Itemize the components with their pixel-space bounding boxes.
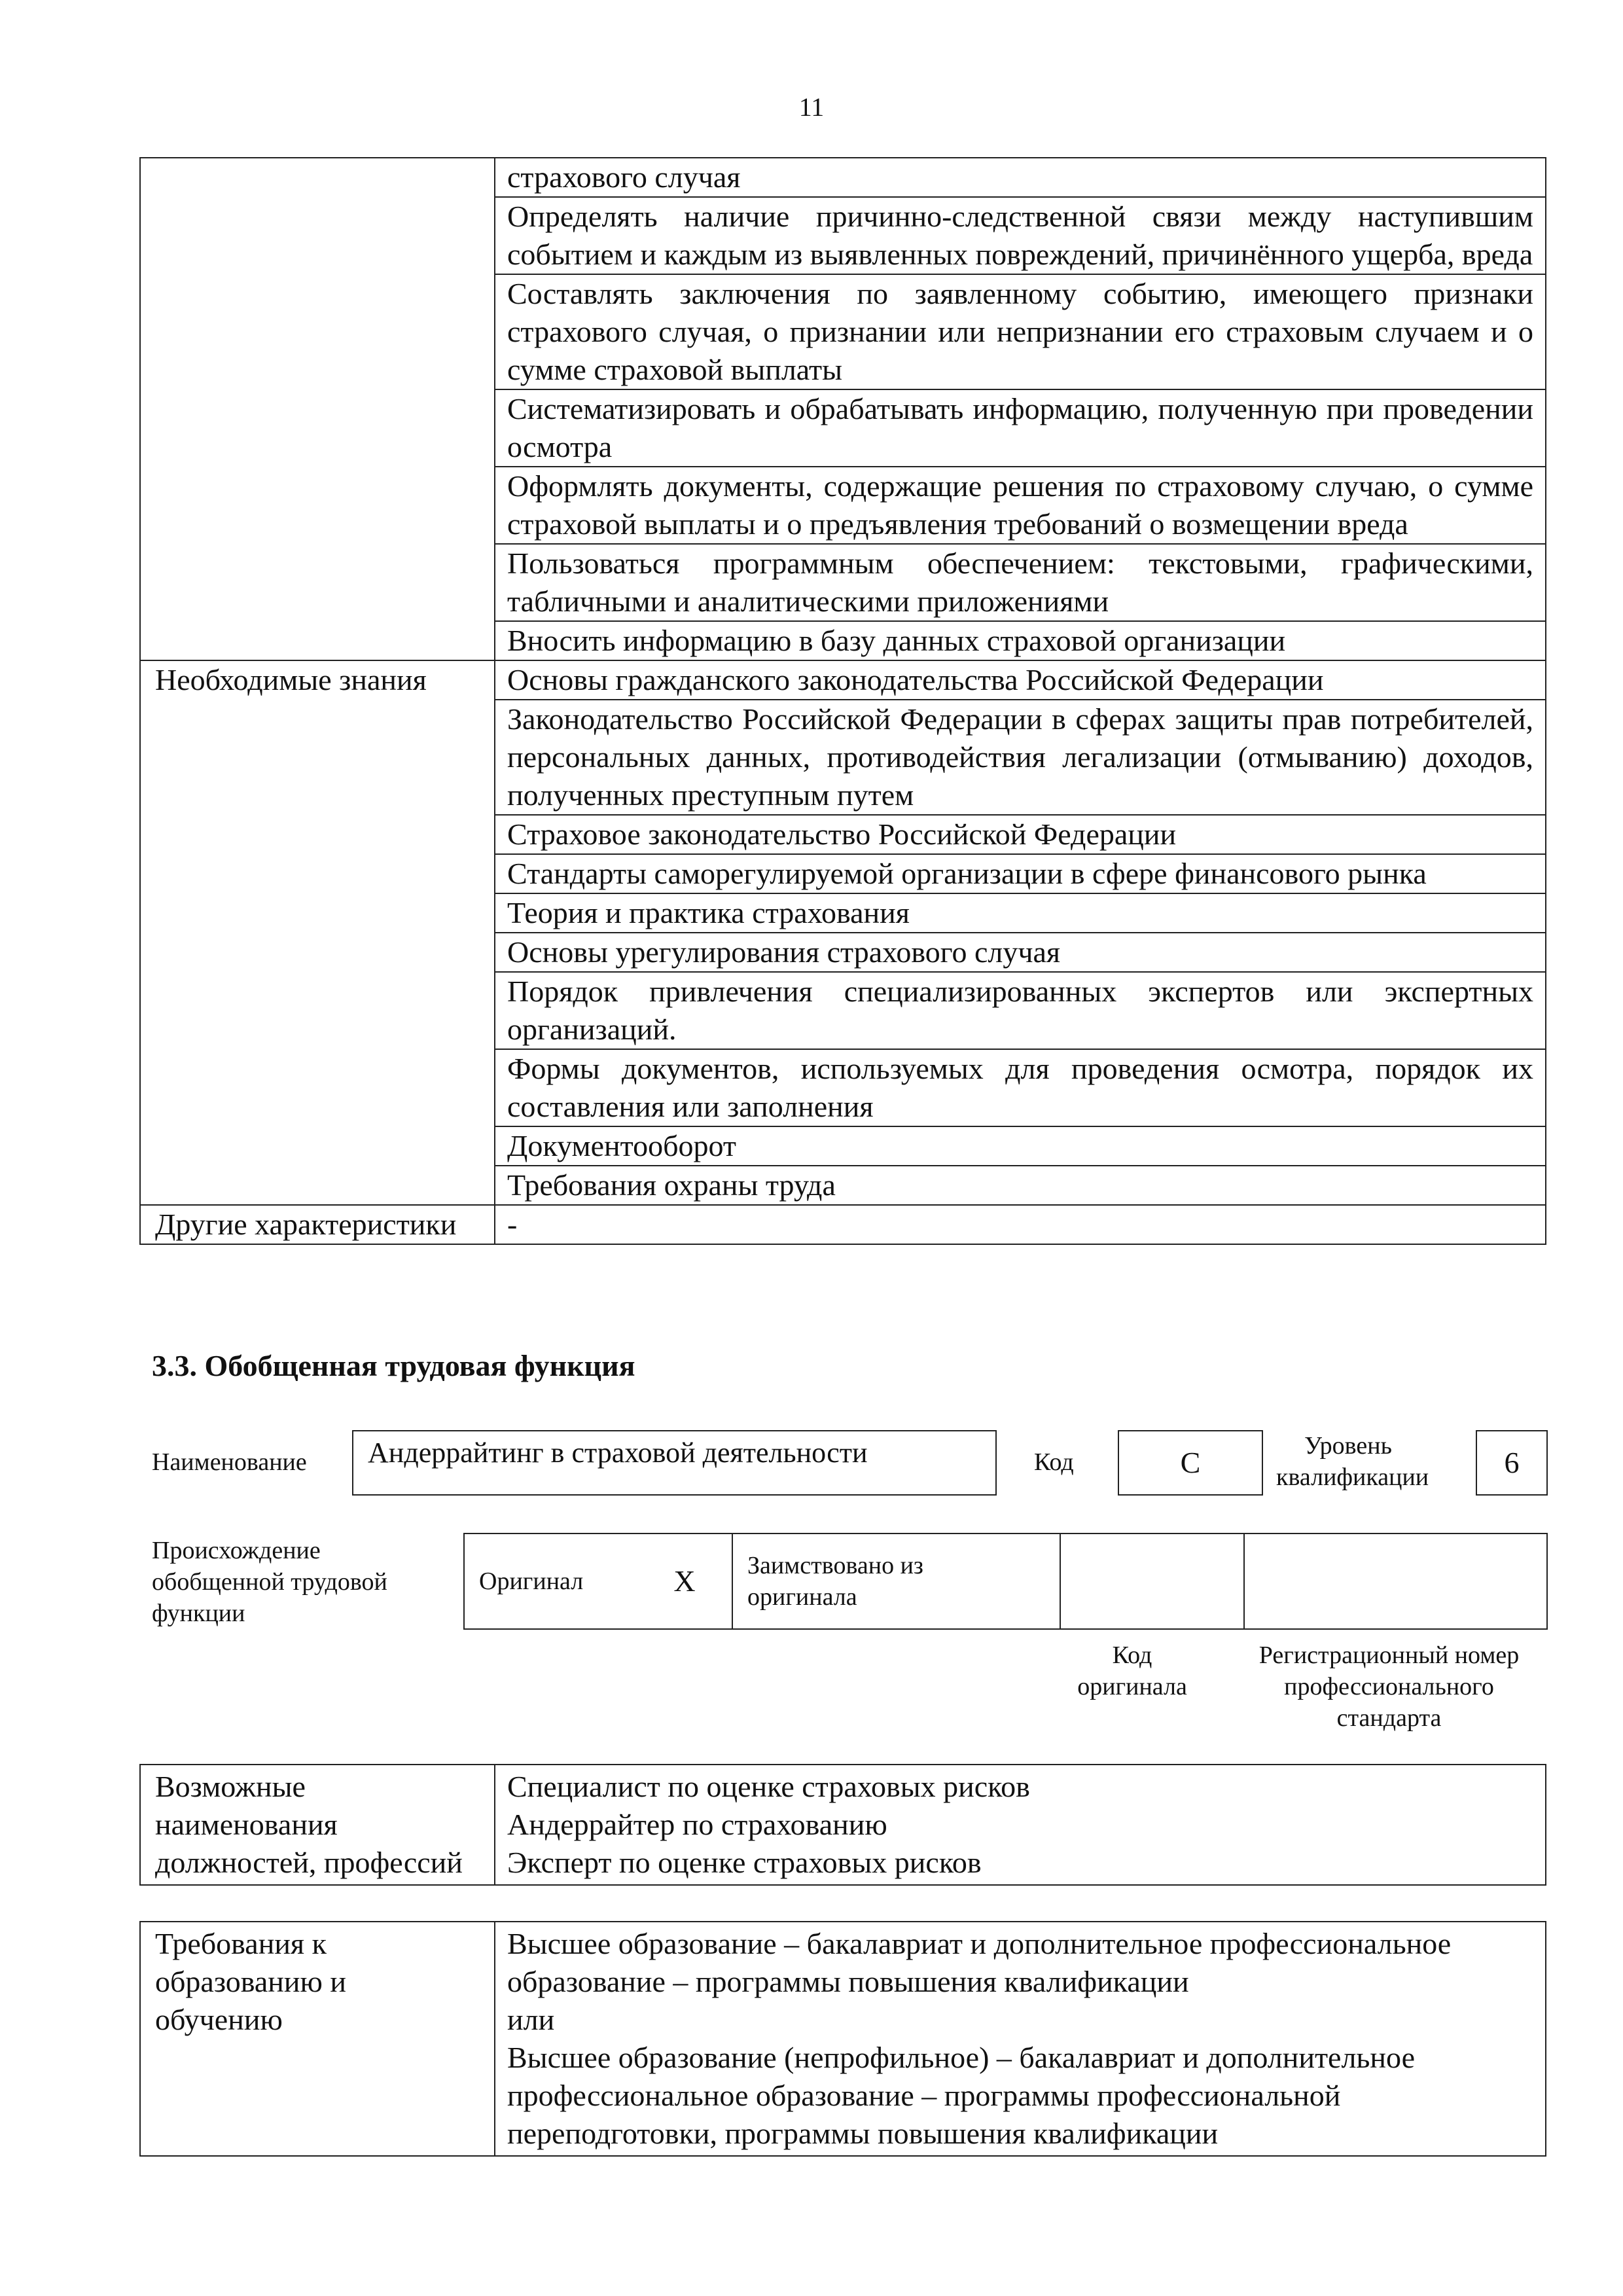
code-value-box: C <box>1118 1430 1263 1496</box>
position-item: Специалист по оценке страховых рисков <box>507 1770 1030 1803</box>
skill-item: Систематизировать и обрабатывать информацию, полученную при проведении осмотра <box>495 389 1546 467</box>
table-row <box>140 389 1546 467</box>
skill-item: Пользоваться программным обеспечением: текстовыми, графическими, табличными и аналитическими приложениями <box>495 544 1546 621</box>
education-label-line: обучению <box>155 2003 283 2036</box>
other-characteristics-label: Другие характеристики <box>140 1205 495 1244</box>
positions-label-line: Возможные <box>155 1770 306 1803</box>
empty-label-cell <box>140 467 495 544</box>
qualification-level-box: 6 <box>1476 1430 1548 1496</box>
education-line: Высшее образование – бакалавриат и дополнительное профессиональное <box>507 1927 1452 1960</box>
table-row <box>140 544 1546 621</box>
table-row <box>140 1166 1546 1205</box>
empty-label-cell <box>140 158 495 197</box>
origin-table <box>463 1533 1548 1630</box>
skill-item: Оформлять документы, содержащие решения по страховому случаю, о сумме страховой выплаты и о предъявления требований о возмещении вреда <box>495 467 1546 544</box>
education-label <box>140 1922 495 2156</box>
position-item: Андеррайтер по страхованию <box>507 1808 887 1841</box>
level-label-line: Уровень <box>1304 1432 1392 1460</box>
other-characteristics-value: - <box>495 1205 1546 1244</box>
code-label: Код <box>1034 1448 1074 1476</box>
borrowed-label <box>732 1534 1060 1629</box>
original-mark: X <box>637 1534 732 1629</box>
table-row <box>140 893 1546 933</box>
skill-item: Определять наличие причинно-следственной связи между наступившим событием и каждым из выявленных повреждений, причинённого ущерба, вреда <box>495 197 1546 274</box>
caption-line: профессионального <box>1284 1673 1494 1700</box>
empty-label-cell <box>140 700 495 815</box>
table-row <box>464 1534 1547 1629</box>
registration-number-caption <box>1230 1640 1548 1734</box>
education-requirements <box>495 1922 1546 2156</box>
skill-item: Составлять заключения по заявленному событию, имеющего признаки страхового случая, о признании или непризнании его страховым случаем и о сумме страховой выплаты <box>495 274 1546 389</box>
empty-label-cell <box>140 815 495 854</box>
education-line: Высшее образование (непрофильное) – бакалавриат и дополнительное <box>507 2041 1416 2074</box>
empty-label-cell <box>140 1166 495 1205</box>
registration-number-cell <box>1244 1534 1547 1629</box>
origin-label-line: функции <box>152 1600 245 1627</box>
table-row <box>140 700 1546 815</box>
skill-item: страхового случая <box>495 158 1546 197</box>
qualification-level-label <box>1276 1430 1429 1493</box>
positions-label-line: наименования <box>155 1808 338 1841</box>
page-number: 11 <box>798 92 825 122</box>
function-name-box: Андеррайтинг в страховой деятельности <box>352 1430 997 1496</box>
original-code-caption <box>1047 1640 1217 1702</box>
name-label: Наименование <box>152 1448 307 1476</box>
section-heading: 3.3. Обобщенная трудовая функция <box>152 1349 635 1382</box>
knowledge-item: Документооборот <box>495 1126 1546 1166</box>
empty-label-cell <box>140 197 495 274</box>
empty-label-cell <box>140 854 495 893</box>
education-label-line: Требования к <box>155 1927 327 1960</box>
original-code-cell <box>1060 1534 1244 1629</box>
positions-label <box>140 1765 495 1885</box>
empty-label-cell <box>140 1049 495 1126</box>
borrowed-label-line: оригинала <box>747 1583 857 1611</box>
education-line: или <box>507 2003 555 2036</box>
positions-table <box>139 1764 1546 1886</box>
table-row <box>140 972 1546 1049</box>
caption-line: стандарта <box>1336 1704 1442 1732</box>
table-row <box>140 1205 1546 1244</box>
origin-label <box>152 1535 440 1629</box>
caption-line: Регистрационный номер <box>1258 1641 1520 1669</box>
table-row <box>140 274 1546 389</box>
empty-label-cell <box>140 933 495 972</box>
table-row <box>140 467 1546 544</box>
table-row <box>140 854 1546 893</box>
level-label-line: квалификации <box>1276 1463 1429 1491</box>
origin-label-line: Происхождение <box>152 1537 321 1564</box>
positions-list <box>495 1765 1546 1885</box>
borrowed-label-line: Заимствовано из <box>747 1552 923 1579</box>
education-line: профессиональное образование – программы профессиональной <box>507 2079 1341 2112</box>
original-label: Оригинал <box>464 1534 637 1629</box>
skill-item: Вносить информацию в базу данных страховой организации <box>495 621 1546 660</box>
empty-label-cell <box>140 1126 495 1166</box>
education-table <box>139 1921 1546 2157</box>
table-row <box>140 660 1546 700</box>
knowledge-item: Основы гражданского законодательства Российской Федерации <box>495 660 1546 700</box>
table-row <box>140 1922 1546 2156</box>
empty-label-cell <box>140 274 495 389</box>
knowledge-item: Теория и практика страхования <box>495 893 1546 933</box>
table-row <box>140 621 1546 660</box>
caption-line: оригинала <box>1077 1673 1187 1700</box>
knowledge-item: Требования охраны труда <box>495 1166 1546 1205</box>
table-row <box>140 1049 1546 1126</box>
knowledge-label: Необходимые знания <box>140 660 495 700</box>
knowledge-item: Формы документов, используемых для проведения осмотра, порядок их составления или заполнения <box>495 1049 1546 1126</box>
caption-line: Код <box>1112 1641 1152 1669</box>
positions-label-line: должностей, профессий <box>155 1846 463 1879</box>
education-line: переподготовки, программы повышения квалификации <box>507 2117 1219 2150</box>
table-row <box>140 933 1546 972</box>
skills-knowledge-table <box>139 157 1546 1245</box>
knowledge-item: Порядок привлечения специализированных экспертов или экспертных организаций. <box>495 972 1546 1049</box>
table-row <box>140 197 1546 274</box>
table-row <box>140 815 1546 854</box>
knowledge-item: Страховое законодательство Российской Федерации <box>495 815 1546 854</box>
empty-label-cell <box>140 893 495 933</box>
education-line: образование – программы повышения квалификации <box>507 1965 1189 1998</box>
position-item: Эксперт по оценке страховых рисков <box>507 1846 982 1879</box>
empty-label-cell <box>140 972 495 1049</box>
empty-label-cell <box>140 389 495 467</box>
table-row <box>140 1765 1546 1885</box>
education-label-line: образованию и <box>155 1965 346 1998</box>
table-row <box>140 158 1546 197</box>
knowledge-item: Основы урегулирования страхового случая <box>495 933 1546 972</box>
knowledge-item: Стандарты саморегулируемой организации в сфере финансового рынка <box>495 854 1546 893</box>
table-row <box>140 1126 1546 1166</box>
knowledge-item: Законодательство Российской Федерации в сферах защиты прав потребителей, персональных данных, противодействия легализации (отмыванию) доходов, полученных преступным путем <box>495 700 1546 815</box>
origin-label-line: обобщенной трудовой <box>152 1568 387 1596</box>
empty-label-cell <box>140 544 495 621</box>
empty-label-cell <box>140 621 495 660</box>
